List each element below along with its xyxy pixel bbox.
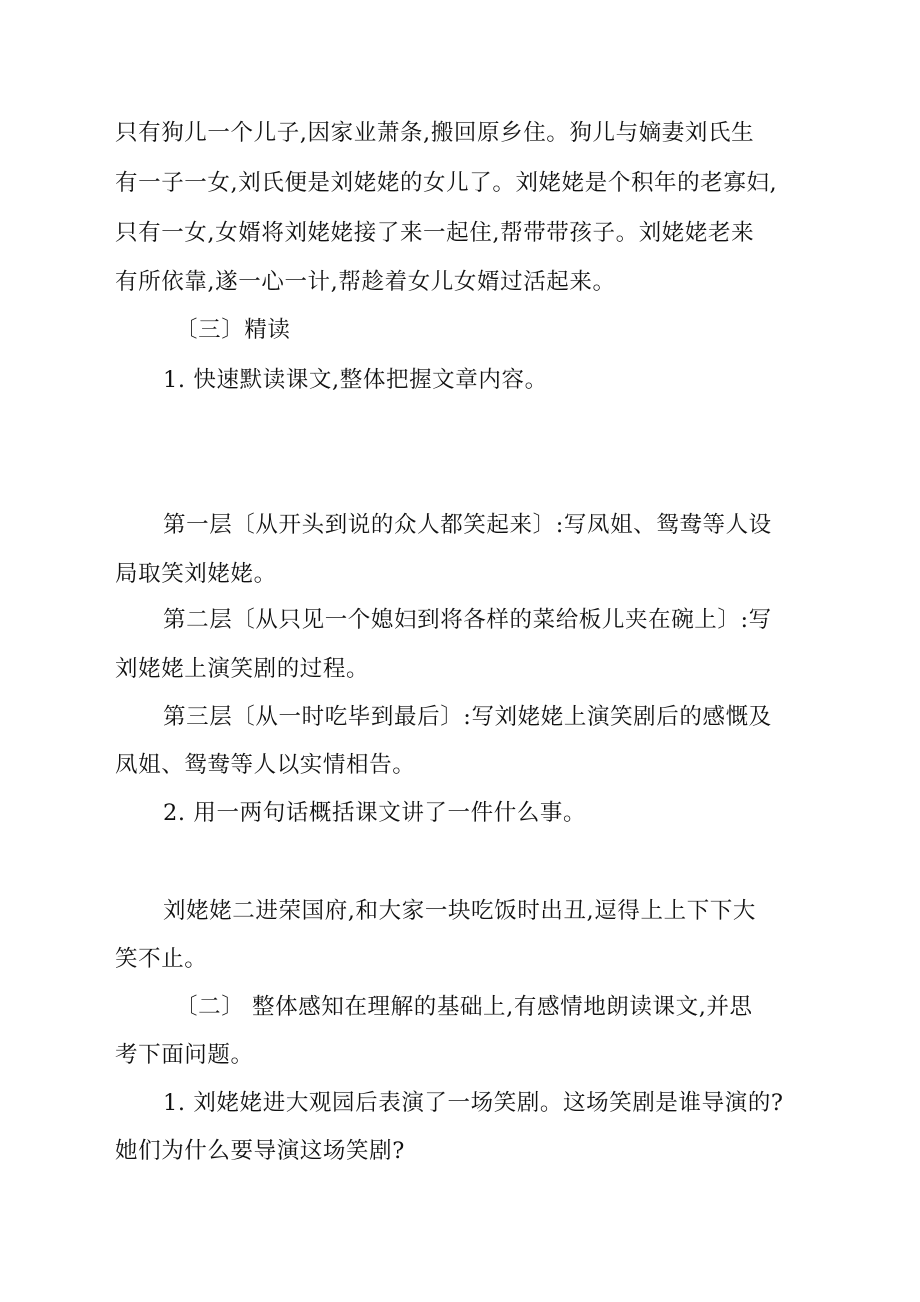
question-line: 1. 快速默读课文,整体把握文章内容。 [163,367,548,393]
section-line: 考下面问题。 [115,1042,254,1068]
answer-line: 笑不止。 [115,946,208,972]
layer-line: 凤姐、鸳鸯等人以实情相告。 [115,752,416,778]
question-line: 2. 用一两句话概括课文讲了一件什么事。 [163,800,587,826]
paragraph-line: 有一子一女,刘氏便是刘姥姥的女儿了。刘姥姥是个积年的老寡妇, [115,170,778,196]
question-line: 1. 刘姥姥进大观园后表演了一场笑剧。这场笑剧是谁导演的? [163,1090,784,1116]
layer-line: 第一层〔从开头到说的众人都笑起来〕:写凤姐、鸳鸯等人设 [163,512,772,538]
paragraph-line: 有所依靠,遂一心一计,帮趁着女儿女婿过活起来。 [115,269,616,295]
layer-line: 局取笑刘姥姥。 [115,561,277,587]
paragraph-line: 只有一女,女婿将刘姥姥接了来一起住,帮带带孩子。刘姥姥老来 [115,220,755,246]
layer-line: 第二层〔从只见一个媳妇到将各样的菜给板儿夹在碗上〕:写 [163,607,772,633]
layer-line: 第三层〔从一时吃毕到最后〕:写刘姥姥上演笑剧后的感慨及 [163,704,772,730]
answer-line: 刘姥姥二进荣国府,和大家一块吃饭时出丑,逗得上上下下大 [163,898,757,924]
layer-line: 刘姥姥上演笑剧的过程。 [115,656,370,682]
question-line: 她们为什么要导演这场笑剧? [115,1138,405,1164]
section-heading: 〔三〕精读 [175,317,291,343]
paragraph-line: 只有狗儿一个儿子,因家业萧条,搬回原乡住。狗儿与嫡妻刘氏生 [115,120,755,146]
section-line: 〔二〕 整体感知在理解的基础上,有感情地朗读课文,并思 [175,994,753,1020]
